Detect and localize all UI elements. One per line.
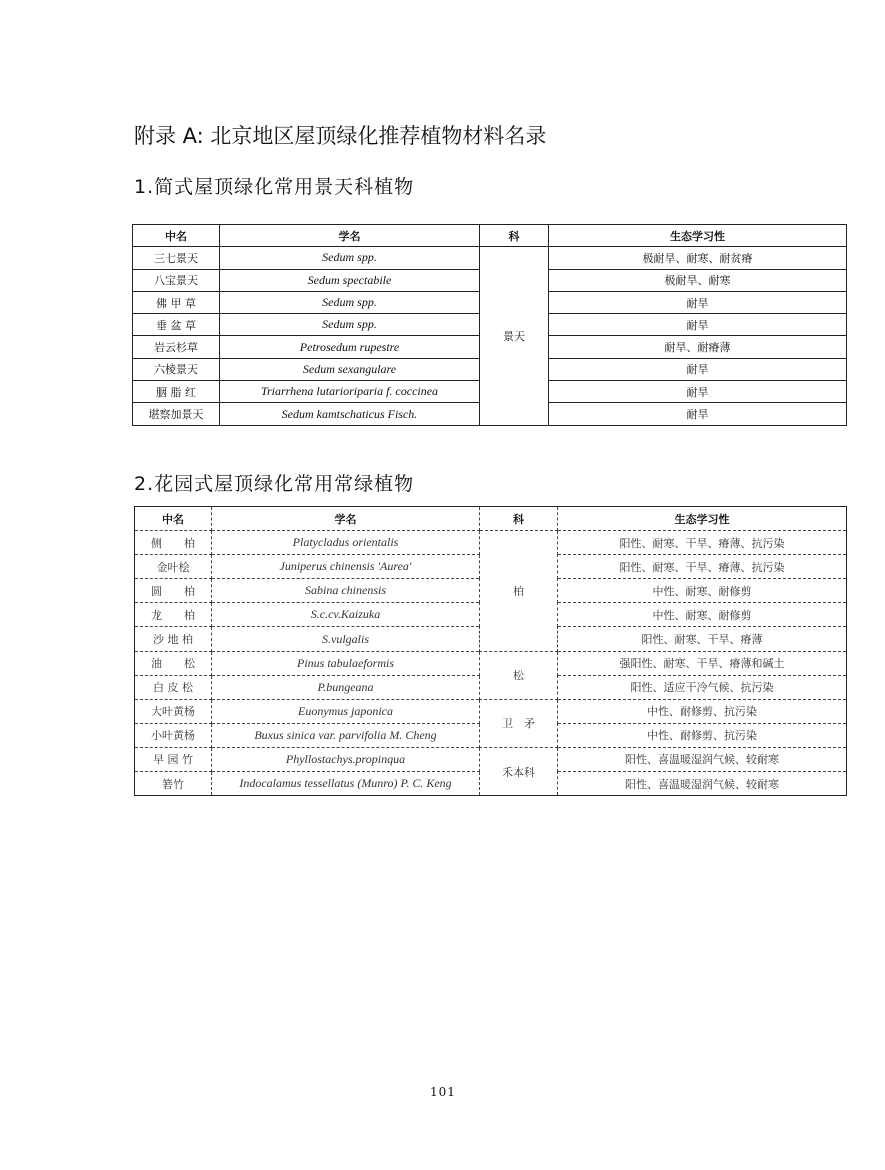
ecology-cell: 阳性、耐寒、干旱、瘠薄、抗污染 — [558, 531, 847, 555]
scientific-name-cell: Juniperus chinensis 'Aurea' — [212, 555, 480, 579]
ecology-cell: 阳性、耐寒、干旱、瘠薄 — [558, 627, 847, 651]
scientific-name-cell: Indocalamus tessellatus (Munro) P. C. Keng — [212, 772, 480, 796]
scientific-name-cell: Sedum spectabile — [220, 269, 480, 291]
ecology-cell: 耐旱、耐瘠薄 — [549, 336, 847, 358]
page-number: 101 — [430, 1085, 456, 1099]
ecology-cell: 中性、耐修剪、抗污染 — [558, 699, 847, 723]
section1-heading: 1.简式屋顶绿化常用景天科植物 — [134, 176, 415, 198]
chinese-name-cell: 佛 甲 草 — [133, 291, 220, 313]
family-cell: 松 — [480, 651, 558, 699]
evergreen-table — [134, 506, 847, 796]
scientific-name-cell: Euonymus japonica — [212, 699, 480, 723]
col-header: 学名 — [212, 507, 480, 531]
col-header: 生态学习性 — [558, 507, 847, 531]
section2-heading: 2.花园式屋顶绿化常用常绿植物 — [134, 473, 415, 495]
scientific-name-cell: S.c.cv.Kaizuka — [212, 603, 480, 627]
scientific-name-cell: Sedum spp. — [220, 314, 480, 336]
scientific-name-cell: Phyllostachys.propinqua — [212, 747, 480, 771]
chinese-name-cell: 八宝景天 — [133, 269, 220, 291]
ecology-cell: 耐旱 — [549, 403, 847, 425]
chinese-name-cell: 堪察加景天 — [133, 403, 220, 425]
chinese-name-cell: 白 皮 松 — [135, 675, 212, 699]
chinese-name-cell: 侧 柏 — [135, 531, 212, 555]
chinese-name-cell: 早 园 竹 — [135, 747, 212, 771]
scientific-name-cell: Pinus tabulaeformis — [212, 651, 480, 675]
ecology-cell: 极耐旱、耐寒 — [549, 269, 847, 291]
page-title: 附录 A: 北京地区屋顶绿化推荐植物材料名录 — [134, 124, 547, 148]
col-header: 科 — [480, 225, 549, 247]
col-header: 中名 — [133, 225, 220, 247]
ecology-cell: 耐旱 — [549, 291, 847, 313]
ecology-cell: 耐旱 — [549, 381, 847, 403]
ecology-cell: 中性、耐修剪、抗污染 — [558, 723, 847, 747]
ecology-cell: 耐旱 — [549, 314, 847, 336]
ecology-cell: 强阳性、耐寒、干旱、瘠薄和碱土 — [558, 651, 847, 675]
table-row — [135, 699, 847, 723]
col-header: 学名 — [220, 225, 480, 247]
sedum-table — [132, 224, 847, 426]
ecology-cell: 阳性、喜温暖湿润气候、较耐寒 — [558, 772, 847, 796]
col-header: 生态学习性 — [549, 225, 847, 247]
family-cell: 卫 矛 — [480, 699, 558, 747]
table-row — [135, 651, 847, 675]
scientific-name-cell: Triarrhena lutarioriparia f. coccinea — [220, 381, 480, 403]
chinese-name-cell: 小叶黄杨 — [135, 723, 212, 747]
table-row — [133, 247, 847, 269]
ecology-cell: 中性、耐寒、耐修剪 — [558, 579, 847, 603]
chinese-name-cell: 胭 脂 红 — [133, 381, 220, 403]
ecology-cell: 中性、耐寒、耐修剪 — [558, 603, 847, 627]
ecology-cell: 耐旱 — [549, 358, 847, 380]
chinese-name-cell: 沙 地 柏 — [135, 627, 212, 651]
chinese-name-cell: 油 松 — [135, 651, 212, 675]
scientific-name-cell: Petrosedum rupestre — [220, 336, 480, 358]
col-header: 中名 — [135, 507, 212, 531]
scientific-name-cell: Sedum spp. — [220, 291, 480, 313]
family-cell: 景天 — [480, 247, 549, 425]
scientific-name-cell: Sedum sexangulare — [220, 358, 480, 380]
chinese-name-cell: 龙 柏 — [135, 603, 212, 627]
family-cell: 柏 — [480, 531, 558, 651]
ecology-cell: 阳性、适应干冷气候、抗污染 — [558, 675, 847, 699]
chinese-name-cell: 三七景天 — [133, 247, 220, 269]
col-header: 科 — [480, 507, 558, 531]
chinese-name-cell: 圆 柏 — [135, 579, 212, 603]
table-header-row — [133, 225, 847, 247]
scientific-name-cell: Sedum spp. — [220, 247, 480, 269]
scientific-name-cell: S.vulgalis — [212, 627, 480, 651]
scientific-name-cell: P.bungeana — [212, 675, 480, 699]
chinese-name-cell: 岩云杉草 — [133, 336, 220, 358]
ecology-cell: 极耐旱、耐寒、耐贫瘠 — [549, 247, 847, 269]
chinese-name-cell: 箬竹 — [135, 772, 212, 796]
table-row — [135, 531, 847, 555]
family-cell: 禾本科 — [480, 747, 558, 795]
chinese-name-cell: 六棱景天 — [133, 358, 220, 380]
ecology-cell: 阳性、耐寒、干旱、瘠薄、抗污染 — [558, 555, 847, 579]
ecology-cell: 阳性、喜温暖湿润气候、较耐寒 — [558, 747, 847, 771]
chinese-name-cell: 垂 盆 草 — [133, 314, 220, 336]
scientific-name-cell: Sabina chinensis — [212, 579, 480, 603]
scientific-name-cell: Platycladus orientalis — [212, 531, 480, 555]
scientific-name-cell: Buxus sinica var. parvifolia M. Cheng — [212, 723, 480, 747]
chinese-name-cell: 金叶桧 — [135, 555, 212, 579]
scientific-name-cell: Sedum kamtschaticus Fisch. — [220, 403, 480, 425]
table-row — [135, 747, 847, 771]
chinese-name-cell: 大叶黄杨 — [135, 699, 212, 723]
table-header-row — [135, 507, 847, 531]
